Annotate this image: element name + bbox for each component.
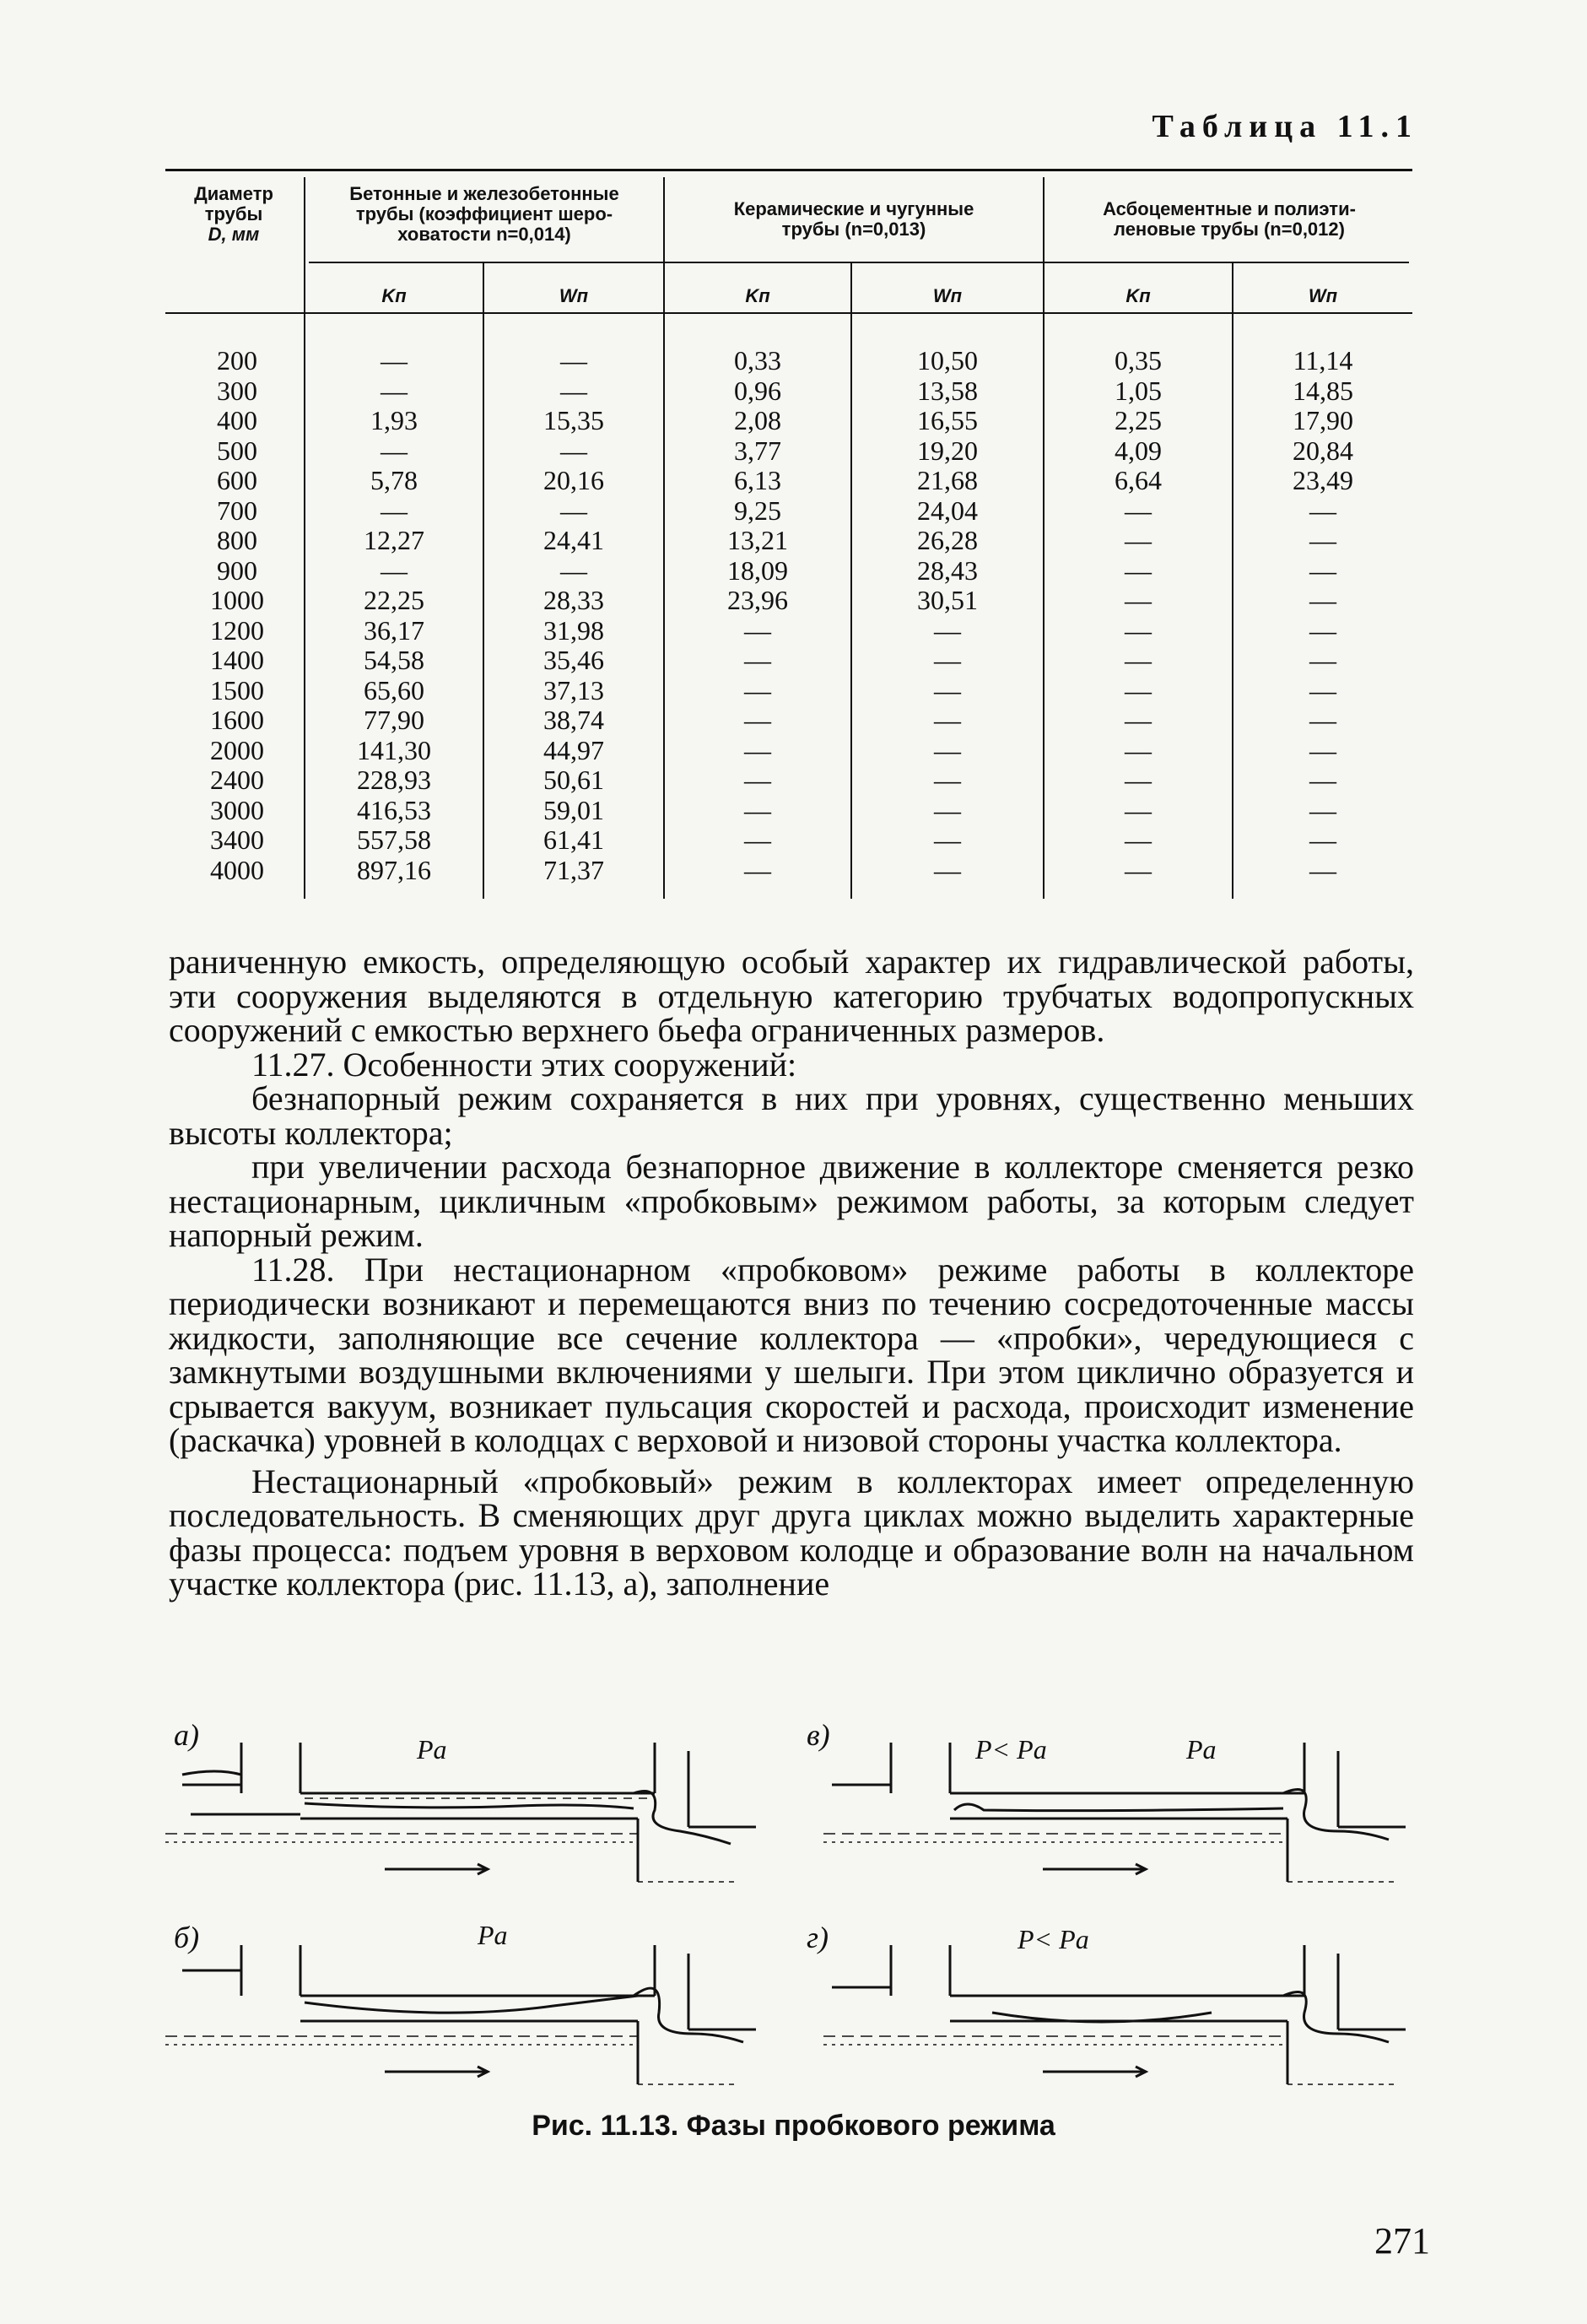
- table-cell: 4000: [210, 854, 264, 885]
- table-cell: 1600: [210, 705, 264, 735]
- table-cell: 19,20: [917, 435, 978, 466]
- table-cell: —: [560, 495, 587, 526]
- table-cell: 3000: [210, 794, 264, 825]
- table-cell: —: [1309, 824, 1336, 855]
- subheader-w1: Wп: [559, 285, 589, 306]
- ceramic-w-column: [852, 346, 1043, 885]
- table-cell: 3400: [210, 824, 264, 855]
- panel-label-b: б): [174, 1921, 200, 1954]
- table-cell: —: [1125, 794, 1152, 825]
- table-cell: 1200: [210, 614, 264, 646]
- body-text: [169, 945, 1414, 1602]
- table-cell: —: [1309, 854, 1336, 885]
- table-cell: 200: [217, 345, 257, 376]
- table-cell: 2400: [210, 765, 264, 795]
- table-cell: —: [934, 705, 961, 735]
- table-cell: 1500: [210, 674, 264, 705]
- table-cell: —: [934, 794, 961, 825]
- table-cell: —: [744, 645, 771, 675]
- table-cell: 897,16: [357, 854, 431, 885]
- table-cell: 54,58: [364, 645, 424, 675]
- pressure-label: Pa: [478, 1920, 508, 1950]
- header-ceramic-pipes: Керамические и чугунные трубы (n=0,013): [733, 198, 974, 240]
- table-cell: —: [744, 614, 771, 646]
- table-cell: —: [1125, 734, 1152, 765]
- table-cell: 44,97: [543, 734, 604, 765]
- table-cell: —: [560, 375, 587, 406]
- table-cell: —: [1125, 614, 1152, 646]
- table-cell: —: [744, 674, 771, 705]
- figure-caption: Рис. 11.13. Фазы пробкового режима: [532, 2110, 1055, 2142]
- table-cell: 65,60: [364, 674, 424, 705]
- table-cell: —: [1125, 525, 1152, 555]
- table-cell: —: [381, 495, 408, 526]
- table-cell: —: [744, 705, 771, 735]
- table-cell: —: [560, 435, 587, 466]
- table-cell: 557,58: [357, 824, 431, 855]
- table-cell: —: [934, 674, 961, 705]
- table-cell: 11,14: [1293, 345, 1353, 376]
- table-cell: 600: [217, 465, 257, 495]
- table-cell: 37,13: [543, 674, 604, 705]
- table-cell: —: [934, 734, 961, 765]
- table-cell: —: [1125, 824, 1152, 855]
- table-cell: 5,78: [370, 465, 418, 495]
- table-cell: —: [1309, 705, 1336, 735]
- pressure-label: P< Pa: [1018, 1924, 1089, 1954]
- table-cell: —: [744, 765, 771, 795]
- table-cell: 30,51: [917, 585, 978, 615]
- table-cell: —: [1125, 495, 1152, 526]
- table-cell: 2,08: [734, 405, 781, 435]
- panel-label-a: а): [174, 1718, 199, 1752]
- table-cell: —: [560, 554, 587, 586]
- table-cell: 22,25: [364, 585, 424, 615]
- table-cell: —: [1125, 765, 1152, 795]
- table-cell: —: [934, 645, 961, 675]
- table-cell: —: [1125, 705, 1152, 735]
- table-cell: 0,96: [734, 375, 781, 406]
- panel-g-drawing: [823, 1937, 1414, 2105]
- pipe-table: [165, 169, 1412, 903]
- table-cell: 228,93: [357, 765, 431, 795]
- subheader-w2: Wп: [932, 285, 963, 306]
- table-cell: —: [1309, 645, 1336, 675]
- table-cell: 35,46: [543, 645, 604, 675]
- table-cell: —: [1309, 614, 1336, 646]
- table-cell: —: [1125, 674, 1152, 705]
- table-cell: —: [934, 614, 961, 646]
- table-cell: 13,21: [727, 525, 788, 555]
- page-number: 271: [1374, 2220, 1430, 2262]
- table-cell: —: [1309, 794, 1336, 825]
- table-cell: 15,35: [543, 405, 604, 435]
- table-cell: 700: [217, 495, 257, 526]
- table-cell: —: [1309, 765, 1336, 795]
- table-cell: 26,28: [917, 525, 978, 555]
- table-cell: 14,85: [1293, 375, 1353, 406]
- subheader-k2: Kп: [745, 285, 770, 306]
- table-cell: 1400: [210, 645, 264, 675]
- table-cell: 20,84: [1293, 435, 1353, 466]
- header-asbestos-pipes: Асбоцементные и полиэти- леновые трубы (n=0,012): [1103, 198, 1356, 240]
- table-cell: 9,25: [734, 495, 781, 526]
- paragraph: 11.27. Особенности этих сооружений:: [251, 1045, 797, 1084]
- table-cell: 61,41: [543, 824, 604, 855]
- table-cell: 28,43: [917, 554, 978, 586]
- table-cell: 23,49: [1293, 465, 1353, 495]
- table-cell: 500: [217, 435, 257, 466]
- table-cell: —: [744, 734, 771, 765]
- table-cell: —: [1309, 525, 1336, 555]
- table-cell: 416,53: [357, 794, 431, 825]
- table-cell: 21,68: [917, 465, 978, 495]
- table-cell: 13,58: [917, 375, 978, 406]
- ceramic-k-column: [665, 346, 850, 885]
- table-cell: 300: [217, 375, 257, 406]
- table-cell: 4,09: [1115, 435, 1162, 466]
- header-concrete-pipes: Бетонные и железобетонные трубы (коэффициент шеро- ховатости n=0,014): [349, 183, 619, 245]
- table-cell: —: [1125, 645, 1152, 675]
- table-cell: 12,27: [364, 525, 424, 555]
- table-cell: 20,16: [543, 465, 604, 495]
- asbestos-w-column: [1233, 346, 1412, 885]
- table-cell: —: [934, 854, 961, 885]
- pressure-label: P< Pa: [975, 1734, 1047, 1765]
- table-cell: 59,01: [543, 794, 604, 825]
- table-cell: —: [1309, 585, 1336, 615]
- paragraph: при увеличении расхода безнапорное движение в коллекторе сменяется резко нестационарным, цикличным «пробковым» режимом работы, за которым следует напорный режим.: [169, 1148, 1414, 1254]
- table-cell: —: [381, 554, 408, 586]
- table-cell: —: [1309, 495, 1336, 526]
- table-cell: 71,37: [543, 854, 604, 885]
- table-cell: 3,77: [734, 435, 781, 466]
- table-cell: 36,17: [364, 614, 424, 646]
- table-cell: —: [1309, 674, 1336, 705]
- asbestos-k-column: [1045, 346, 1232, 885]
- panel-a-drawing: [165, 1734, 756, 1903]
- table-cell: —: [381, 345, 408, 376]
- subheader-k1: Kп: [381, 285, 407, 306]
- concrete-w-column: [484, 346, 663, 885]
- table-cell: 31,98: [543, 614, 604, 646]
- table-cell: 38,74: [543, 705, 604, 735]
- subheader-w3: Wп: [1308, 285, 1338, 306]
- table-cell: 2,25: [1115, 405, 1162, 435]
- table-cell: 18,09: [727, 554, 788, 586]
- table-cell: —: [744, 854, 771, 885]
- table-cell: 400: [217, 405, 257, 435]
- table-cell: 6,64: [1115, 465, 1162, 495]
- concrete-k-column: [305, 346, 483, 885]
- table-cell: —: [1125, 585, 1152, 615]
- paragraph: 11.28. При нестационарном «пробковом» режиме работы в коллекторе периодически возникают и перемещаются вниз по течению сосредоточенные массы жидкости, заполняющие все сечение коллектора — «пробки», чередующиеся с замкнутыми воздушными включениями у шелыги. При этом циклично образуется и срывается вакуум, возникает пульсация скоростей и расхода, происходит изменение (раскачка) уровней в колодцах с верховой и низовой стороны участка коллектора.: [169, 1250, 1414, 1459]
- panel-label-v: в): [807, 1718, 830, 1752]
- table-cell: —: [1309, 734, 1336, 765]
- paragraph: раниченную емкость, определяющую особый характер их гидравлической работы, эти сооружения выделяются в отдельную категорию трубчатых водопропускных сооружений с емкостью верхнего бьефа ограниченных размеров.: [169, 943, 1414, 1049]
- pressure-label: Pa: [1186, 1734, 1217, 1765]
- table-cell: 141,30: [357, 734, 431, 765]
- table-cell: —: [934, 824, 961, 855]
- table-cell: 2000: [210, 734, 264, 765]
- table-cell: 23,96: [727, 585, 788, 615]
- header-diameter: Диаметр трубы D, мм: [194, 183, 273, 245]
- diameter-column: [165, 346, 309, 885]
- table-cell: —: [560, 345, 587, 376]
- paragraph: Нестационарный «пробковый» режим в коллекторах имеет определенную последовательность. В сменяющих друг друга циклах можно выделить характерные фазы процесса: подъем уровня в верховом колодце и образование волн на начальном участке коллектора (рис. 11.13, а), заполнение: [169, 1462, 1414, 1602]
- table-cell: 1000: [210, 585, 264, 615]
- table-caption: Таблица 11.1: [1152, 109, 1418, 144]
- panel-b-drawing: [165, 1937, 756, 2105]
- table-cell: 900: [217, 554, 257, 586]
- table-cell: 1,05: [1115, 375, 1162, 406]
- table-cell: —: [1309, 554, 1336, 586]
- table-cell: —: [744, 824, 771, 855]
- table-cell: —: [934, 765, 961, 795]
- table-cell: —: [744, 794, 771, 825]
- table-cell: 1,93: [370, 405, 418, 435]
- paragraph: безнапорный режим сохраняется в них при уровнях, существенно меньших высоты коллектора;: [169, 1079, 1414, 1152]
- subheader-k3: Kп: [1125, 285, 1151, 306]
- table-cell: 28,33: [543, 585, 604, 615]
- figure-slug-flow-phases: [165, 1717, 1422, 2097]
- table-cell: —: [381, 375, 408, 406]
- table-cell: 50,61: [543, 765, 604, 795]
- table-cell: 16,55: [917, 405, 978, 435]
- table-cell: 6,13: [734, 465, 781, 495]
- panel-v-drawing: [823, 1734, 1414, 1903]
- pressure-label: Pa: [417, 1734, 447, 1765]
- table-cell: 0,35: [1115, 345, 1162, 376]
- table-cell: —: [1125, 554, 1152, 586]
- table-cell: 17,90: [1293, 405, 1353, 435]
- table-cell: —: [1125, 854, 1152, 885]
- table-cell: 24,41: [543, 525, 604, 555]
- table-cell: 800: [217, 525, 257, 555]
- table-cell: 77,90: [364, 705, 424, 735]
- table-cell: 24,04: [917, 495, 978, 526]
- table-cell: 0,33: [734, 345, 781, 376]
- panel-label-g: г): [807, 1921, 829, 1954]
- table-cell: —: [381, 435, 408, 466]
- table-cell: 10,50: [917, 345, 978, 376]
